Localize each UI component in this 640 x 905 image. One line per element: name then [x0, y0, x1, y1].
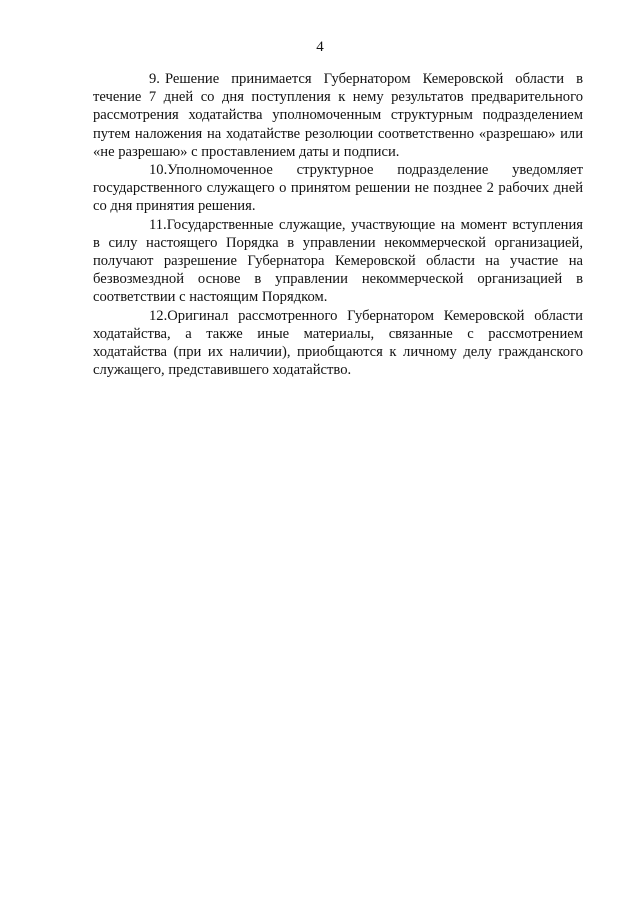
paragraph-9 [93, 70, 583, 161]
paragraph-text: Уполномоченное структурное подразделение уведомляет государственного служащего о принятом решении не позднее 2 рабочих дней со дня принятия решения. [93, 162, 583, 215]
paragraph-text: Решение принимается Губернатором Кемеровской области в течение 7 дней со дня поступления к нему результатов предварительного рассмотрения ходатайства уполномоченным структурным подразделением путем наложения на ходатайстве резолюции соответственно «разрешаю» или «не разрешаю» с проставлением даты и подписи. [93, 71, 583, 160]
page-number: 4 [316, 39, 324, 55]
paragraph-number: 10. [149, 162, 168, 179]
paragraph-text: Государственные служащие, участвующие на момент вступления в силу настоящего Порядка в управлении некоммерческой организацией, получают разрешение Губернатора Кемеровской области на участие на безвозмездной основе в управлении некоммерческой организацией в соответствии с настоящим Порядком. [93, 216, 583, 306]
paragraph-11 [93, 216, 583, 307]
paragraph-number: 9. [149, 71, 160, 87]
paragraph-text: Оригинал рассмотренного Губернатором Кемеровской области ходатайства, а также иные материалы, связанные с рассмотрением ходатайства (при их наличии), приобщаются к личному делу гражданского служащего, представившего ходатайство. [93, 307, 583, 379]
paragraph-10 [93, 161, 583, 216]
paragraph-number: 11. [149, 216, 167, 233]
paragraph-number: 12. [149, 307, 168, 324]
paragraph-12 [93, 307, 583, 380]
document-body [93, 70, 583, 379]
